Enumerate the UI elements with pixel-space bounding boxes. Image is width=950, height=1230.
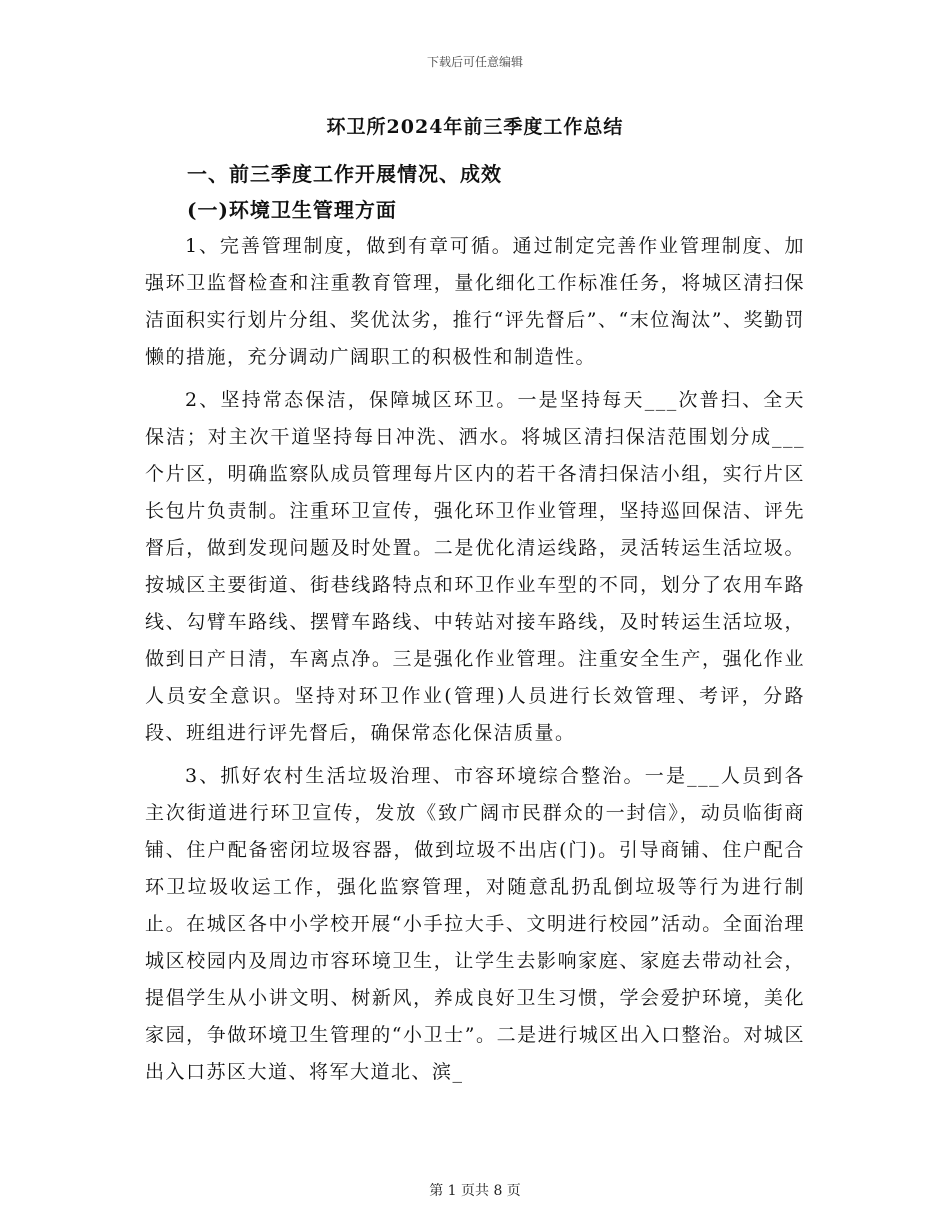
paragraph-3: 3、抓好农村生活垃圾治理、市容环境综合整治。一是___人员到各主次街道进行环卫宣传，发放《致广阔市民群众的一封信》，动员临街商铺、住户配备密闭垃圾容器，做到垃圾不出店(门)。引导商铺、住户配合环卫垃圾收运工作，强化监察管理，对随意乱扔乱倒垃圾等行为进行制止。在城区各中小学校开展“小手拉大手、文明进行校园”活动。全面治理城区校园内及周边市容环境卫生，让学生去影响家庭、家庭去带动社会，提倡学生从小讲文明、树新风，养成良好卫生习惯，学会爱护环境，美化家园，争做环境卫生管理的“小卫士”。二是进行城区出入口整治。对城区出入口苏区大道、将军大道北、滨_ [145,765,805,1083]
document-title: 环卫所2024年前三季度工作总结 [326,116,624,138]
page-header: 下载后可任意编辑 [426,55,523,69]
document-body [145,110,805,1097]
paragraph-2: 2、坚持常态保洁，保障城区环卫。一是坚持每天___次普扫、全天保洁；对主次干道坚持每日冲洗、洒水。将城区清扫保洁范围划分成___个片区，明确监察队成员管理每片区内的若干各清扫保洁小组，实行片区长包片负责制。注重环卫宣传，强化环卫作业管理，坚持巡回保洁、评先督后，做到发现问题及时处置。二是优化清运线路，灵活转运生活垃圾。按城区主要街道、街巷线路特点和环卫作业车型的不同，划分了农用车路线、勾臂车路线、摆臂车路线、中转站对接车路线，及时转运生活垃圾，做到日产日清，车离点净。三是强化作业管理。注重安全生产，强化作业人员安全意识。坚持对环卫作业(管理)人员进行长效管理、考评，分路段、班组进行评先督后，确保常态化保洁质量。 [145,389,805,744]
subsection-heading: (一)环境卫生管理方面 [187,198,397,222]
paragraph-1: 1、完善管理制度，做到有章可循。通过制定完善作业管理制度、加强环卫监督检查和注重教育管理，量化细化工作标准任务，将城区清扫保洁面积实行划片分组、奖优汰劣，推行“评先督后”、“末位淘汰”、奖勤罚懒的措施，充分调动广阔职工的积极性和制造性。 [145,235,805,368]
section-heading: 一、前三季度工作开展情况、成效 [187,162,502,186]
page-footer: 第 1 页共 8 页 [429,1183,521,1199]
